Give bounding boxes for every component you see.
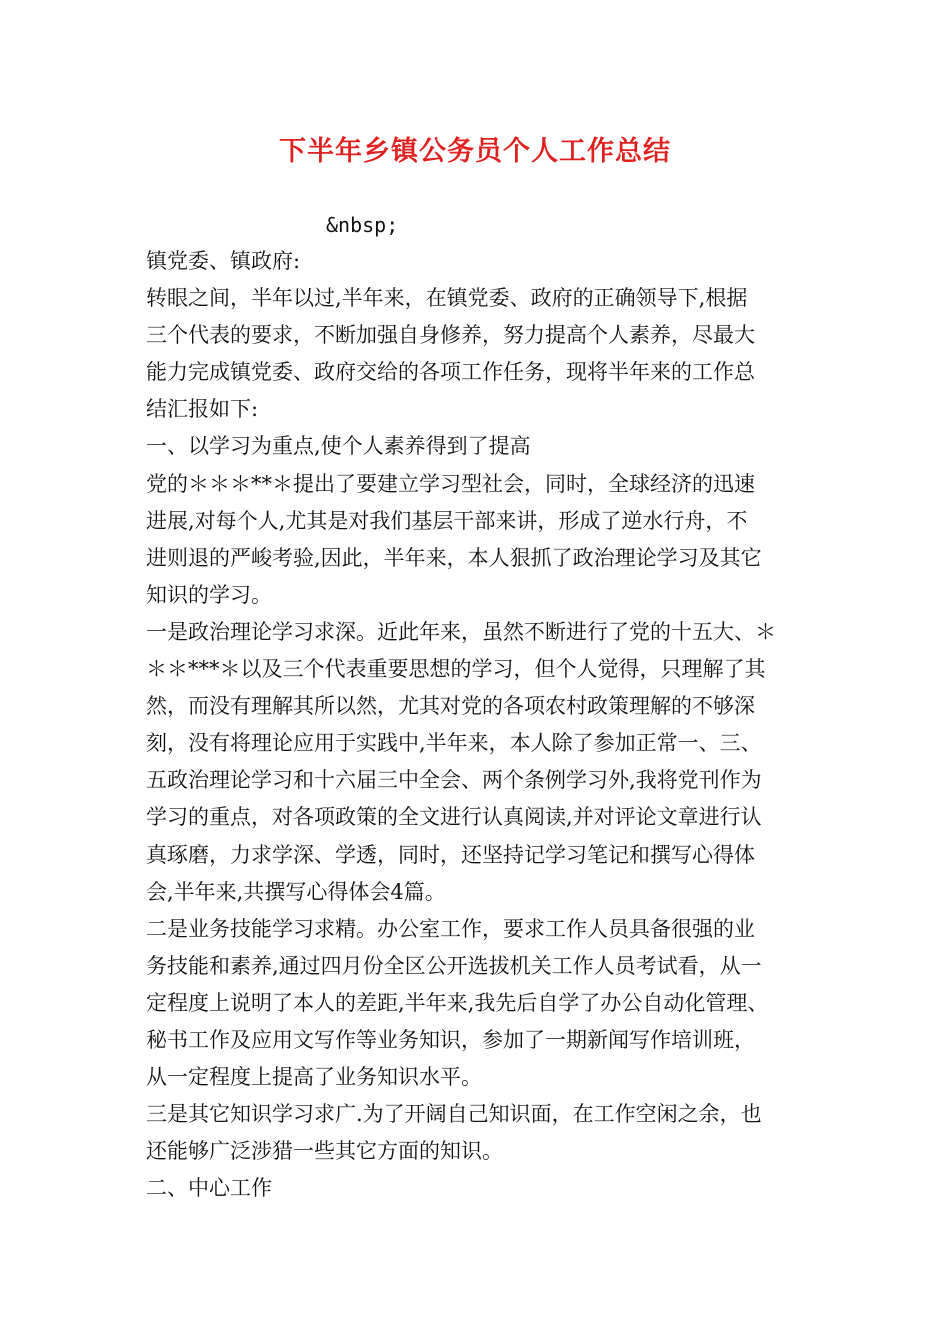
paragraph-line: 一是政治理论学习求深。近此年来，虽然不断进行了党的十五大、＊ <box>146 619 776 644</box>
paragraph-line: 务技能和素养,通过四月份全区公开选拔机关工作人员考试看，从一 <box>146 953 762 978</box>
paragraph-line: ＊＊***＊以及三个代表重要思想的学习，但个人觉得，只理解了其 <box>146 657 766 682</box>
paragraph-line: 然，而没有理解其所以然，尤其对党的各项农村政策理解的不够深 <box>146 694 755 719</box>
nbsp-placeholder-text: &nbsp; <box>326 213 399 237</box>
paragraph-line: 学习的重点，对各项政策的全文进行认真阅读,并对评论文章进行认 <box>146 805 762 830</box>
paragraph-line: 知识的学习。 <box>146 582 272 607</box>
paragraph-line: 从一定程度上提高了业务知识水平。 <box>146 1065 482 1090</box>
paragraph-line: 能力完成镇党委、政府交给的各项工作任务，现将半年来的工作总 <box>146 360 755 385</box>
paragraph-line: 会,半年来,共撰写心得体会4篇。 <box>146 879 446 904</box>
paragraph-line: 一、以学习为重点,使个人素养得到了提高 <box>146 434 531 459</box>
paragraph-line: 结汇报如下: <box>146 397 259 422</box>
paragraph-line: 二是业务技能学习求精。办公室工作，要求工作人员具备很强的业 <box>146 916 755 941</box>
paragraph-line: 还能够广泛涉猎一些其它方面的知识。 <box>146 1139 503 1164</box>
paragraph-line: 刻，没有将理论应用于实践中,半年来，本人除了参加正常一、三、 <box>146 731 762 756</box>
paragraph-line: 镇党委、镇政府: <box>146 249 301 273</box>
paragraph-line: 真琢磨，力求学深、学透，同时，还坚持记学习笔记和撰写心得体 <box>146 842 755 867</box>
paragraph-line: 转眼之间，半年以过,半年来，在镇党委、政府的正确领导下,根据 <box>146 286 748 311</box>
document-title: 下半年乡镇公务员个人工作总结 <box>279 136 671 167</box>
paragraph-line: 三个代表的要求，不断加强自身修养，努力提高个人素养，尽最大 <box>146 323 755 348</box>
paragraph-line: 二、中心工作 <box>146 1176 272 1201</box>
document-body <box>146 243 818 1207</box>
paragraph-line: 秘书工作及应用文写作等业务知识，参加了一期新闻写作培训班， <box>146 1027 755 1052</box>
paragraph-line: 定程度上说明了本人的差距,半年来,我先后自学了办公自动化管理、 <box>146 990 769 1015</box>
paragraph-line: 进展,对每个人,尤其是对我们基层干部来讲，形成了逆水行舟，不 <box>146 508 748 533</box>
paragraph-line: 三是其它知识学习求广.为了开阔自己知识面，在工作空闲之余，也 <box>146 1102 762 1127</box>
paragraph-line: 党的＊＊＊**＊提出了要建立学习型社会，同时，全球经济的迅速 <box>146 471 755 496</box>
paragraph-line: 五政治理论学习和十六届三中全会、两个条例学习外,我将党刊作为 <box>146 768 762 793</box>
paragraph-line: 进则退的严峻考验,因此，半年来，本人狠抓了政治理论学习及其它 <box>146 545 762 570</box>
